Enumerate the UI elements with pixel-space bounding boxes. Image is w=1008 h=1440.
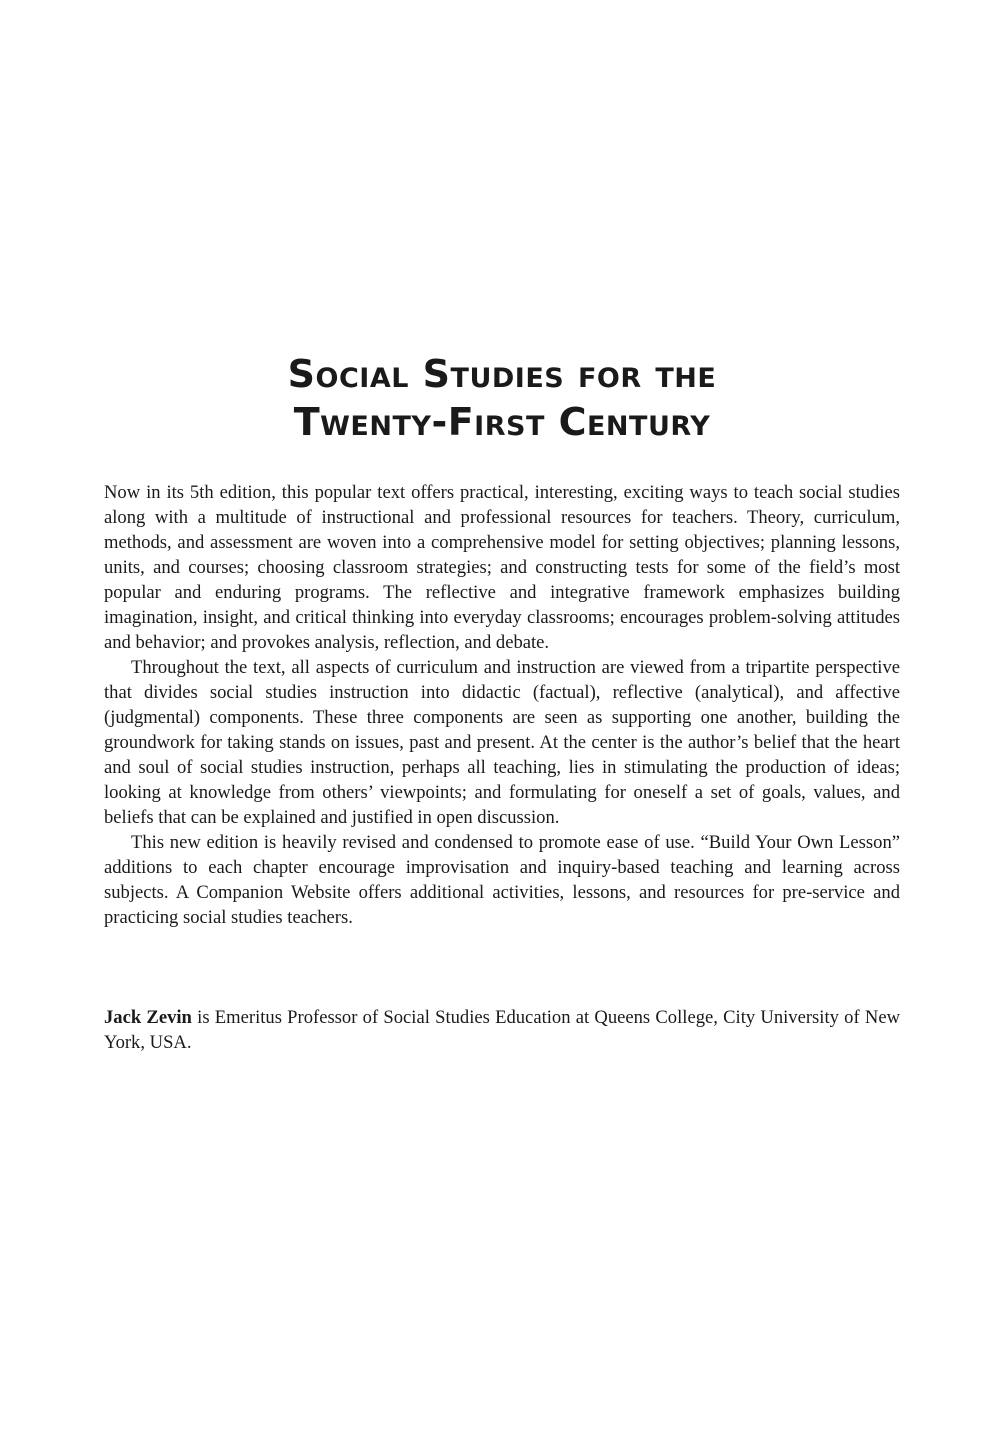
book-title bbox=[104, 350, 900, 446]
book-description bbox=[104, 480, 900, 930]
description-paragraph-3: This new edition is heavily revised and condensed to promote ease of use. “Build Your Own Lesson” additions to each chapter encourage improvisation and inquiry-based teaching and learning across subjects. A Companion Website offers additional activities, lessons, and resources for pre-service and practicing social studies teachers. bbox=[104, 832, 900, 928]
book-title-line-2: Twenty-First Century bbox=[293, 400, 711, 444]
author-name: Jack Zevin bbox=[104, 1007, 192, 1028]
description-paragraph-1: Now in its 5th edition, this popular text offers practical, interesting, exciting ways to teach social studies along with a multitude of instructional and professional resources for teachers. Theory, curriculum, methods, and assessment are woven into a comprehensive model for setting objectives; planning lessons, units, and courses; choosing classroom strategies; and constructing tests for some of the field’s most popular and enduring programs. The reflective and integrative framework emphasizes building imagination, insight, and critical thinking into everyday classrooms; encourages problem-solving attitudes and behavior; and provokes analysis, reflection, and debate. bbox=[104, 482, 900, 653]
author-bio-paragraph bbox=[104, 1005, 900, 1055]
book-title-line-1: Social Studies for the bbox=[287, 352, 717, 396]
description-paragraph-2: Throughout the text, all aspects of curriculum and instruction are viewed from a tripartite perspective that divides social studies instruction into didactic (factual), reflective (analytical), and affective (judgmental) components. These three components are seen as supporting one another, building the groundwork for taking stands on issues, past and present. At the center is the author’s belief that the heart and soul of social studies instruction, perhaps all teaching, lies in stimulating the production of ideas; looking at knowledge from others’ viewpoints; and formulating for oneself a set of goals, values, and beliefs that can be explained and justified in open discussion. bbox=[104, 657, 900, 828]
author-bio bbox=[104, 1005, 900, 1055]
author-bio-text: is Emeritus Professor of Social Studies Education at Queens College, City University of New York, USA. bbox=[104, 1007, 900, 1053]
